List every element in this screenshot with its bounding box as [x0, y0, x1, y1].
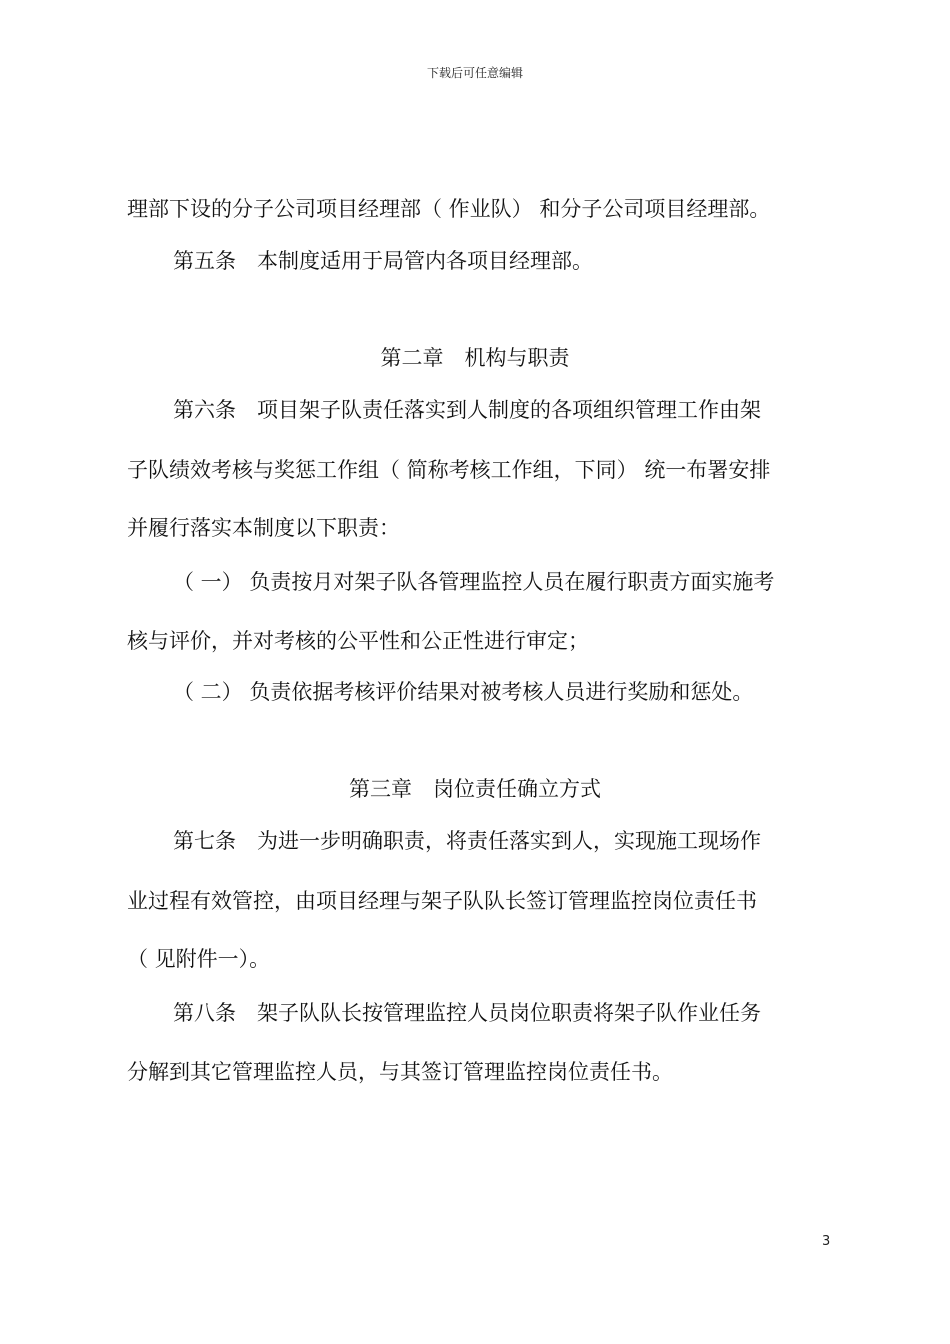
page-header: 下载后可任意编辑: [426, 66, 523, 80]
chapter-heading-3: 第三章 岗位责任确立方式: [349, 777, 601, 801]
paragraph-line: 理部下设的分子公司项目经理部（ 作业队） 和分子公司项目经理部。: [127, 197, 771, 221]
article-8: 第八条 架子队队长按管理监控人员岗位职责将架子队作业任务: [173, 1001, 761, 1025]
list-item-2: （ 二） 负责依据考核评价结果对被考核人员进行奖励和惩处。: [173, 680, 754, 704]
chapter-heading-2: 第二章 机构与职责: [380, 346, 570, 370]
paragraph-line: 并履行落实本制度以下职责：: [127, 516, 400, 540]
list-item-1: （ 一） 负责按月对架子队各管理监控人员在履行职责方面实施考: [173, 570, 775, 594]
page-number: 3: [822, 1234, 831, 1249]
article-6: 第六条 项目架子队责任落实到人制度的各项组织管理工作由架: [173, 398, 761, 422]
paragraph-line: 业过程有效管控，由项目经理与架子队队长签订管理监控岗位责任书: [127, 889, 757, 913]
paragraph-line: 分解到其它管理监控人员，与其签订管理监控岗位责任书。: [127, 1060, 673, 1084]
article-5: 第五条 本制度适用于局管内各项目经理部。: [173, 249, 593, 273]
paragraph-line: 核与评价，并对考核的公平性和公正性进行审定；: [127, 629, 589, 653]
paragraph-line: 子队绩效考核与奖惩工作组（ 简称考核工作组，下同） 统一布署安排: [127, 458, 771, 482]
article-7: 第七条 为进一步明确职责，将责任落实到人，实现施工现场作: [173, 829, 761, 853]
paragraph-line: （ 见附件一）。: [127, 947, 271, 971]
